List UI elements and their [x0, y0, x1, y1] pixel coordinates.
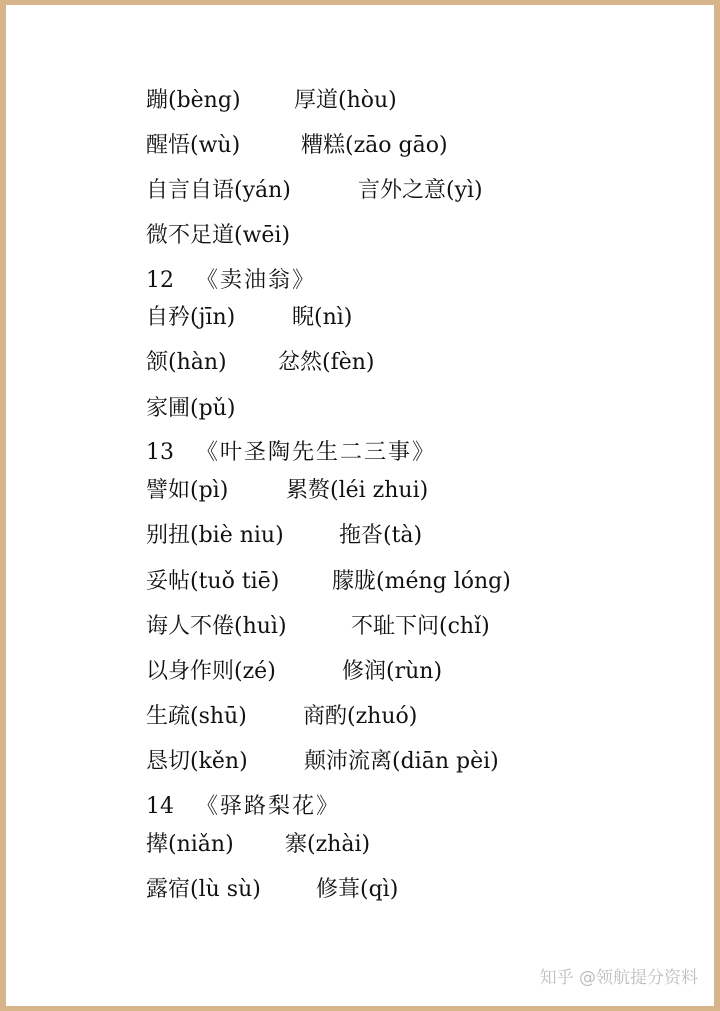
vocab-line: [146, 652, 442, 692]
vocab-word: 商酌(zhuó): [303, 704, 418, 729]
lesson-number: 13: [146, 440, 174, 465]
vocab-word: 颔(hàn): [146, 350, 227, 375]
vocab-line: [146, 298, 352, 338]
vocab-line: [146, 516, 422, 556]
vocab-word: 寨(zhài): [285, 832, 371, 857]
vocab-word: 露宿(lù sù): [146, 877, 261, 902]
vocab-word: 糟糕(zāo gāo): [301, 133, 448, 158]
vocab-line: [146, 216, 290, 256]
vocab-word: 生疏(shū): [146, 704, 247, 729]
vocab-word: 修葺(qì): [316, 877, 399, 902]
lesson-number: 14: [146, 794, 174, 819]
lesson-title: 《卖油翁》: [196, 268, 317, 293]
vocab-word: 言外之意(yì): [358, 178, 483, 203]
vocab-line: [146, 742, 499, 782]
vocab-word: 拖沓(tà): [339, 523, 423, 548]
vocab-line: [146, 607, 490, 647]
vocab-line: [146, 825, 370, 865]
vocab-word: 蹦(bèng): [146, 88, 241, 113]
lesson-title: 《叶圣陶先生二三事》: [196, 440, 437, 465]
vocab-word: 妥帖(tuǒ tiē): [146, 569, 280, 594]
vocab-word: 譬如(pì): [146, 478, 229, 503]
vocab-word: 颠沛流离(diān pèi): [304, 749, 499, 774]
lesson-heading: [146, 261, 316, 301]
vocab-word: 睨(nì): [292, 305, 353, 330]
watermark: 知乎 @领航提分资料: [539, 968, 698, 988]
vocab-line: [146, 697, 417, 737]
vocab-line: [146, 562, 511, 602]
vocab-word: 修润(rùn): [342, 659, 443, 684]
vocab-line: [146, 171, 483, 211]
vocab-word: 家圃(pǔ): [146, 396, 236, 421]
lesson-heading: [146, 787, 340, 827]
vocab-word: 朦胧(méng lóng): [332, 569, 511, 594]
vocab-word: 撵(niǎn): [146, 832, 234, 857]
vocab-word: 厚道(hòu): [294, 88, 397, 113]
vocab-line: [146, 389, 235, 429]
vocab-word: 以身作则(zé): [146, 659, 276, 684]
vocab-word: 不耻下问(chǐ): [351, 614, 490, 639]
vocab-word: 自言自语(yán): [146, 178, 291, 203]
vocab-word: 自矜(jīn): [146, 305, 236, 330]
vocab-word: 诲人不倦(huì): [146, 614, 287, 639]
vocab-word: 醒悟(wù): [146, 133, 241, 158]
vocab-word: 别扭(biè niu): [146, 523, 284, 548]
vocab-word: 微不足道(wēi): [146, 223, 291, 248]
vocab-line: [146, 343, 375, 383]
vocab-line: [146, 81, 397, 121]
lesson-number: 12: [146, 268, 174, 293]
lesson-heading: [146, 433, 436, 473]
document-page: [6, 5, 714, 1006]
vocab-line: [146, 870, 398, 910]
vocab-line: [146, 126, 448, 166]
vocab-word: 累赘(léi zhui): [286, 478, 429, 503]
vocab-word: 忿然(fèn): [278, 350, 375, 375]
vocab-word: 恳切(kěn): [146, 749, 248, 774]
lesson-title: 《驿路梨花》: [196, 794, 341, 819]
vocab-line: [146, 471, 428, 511]
